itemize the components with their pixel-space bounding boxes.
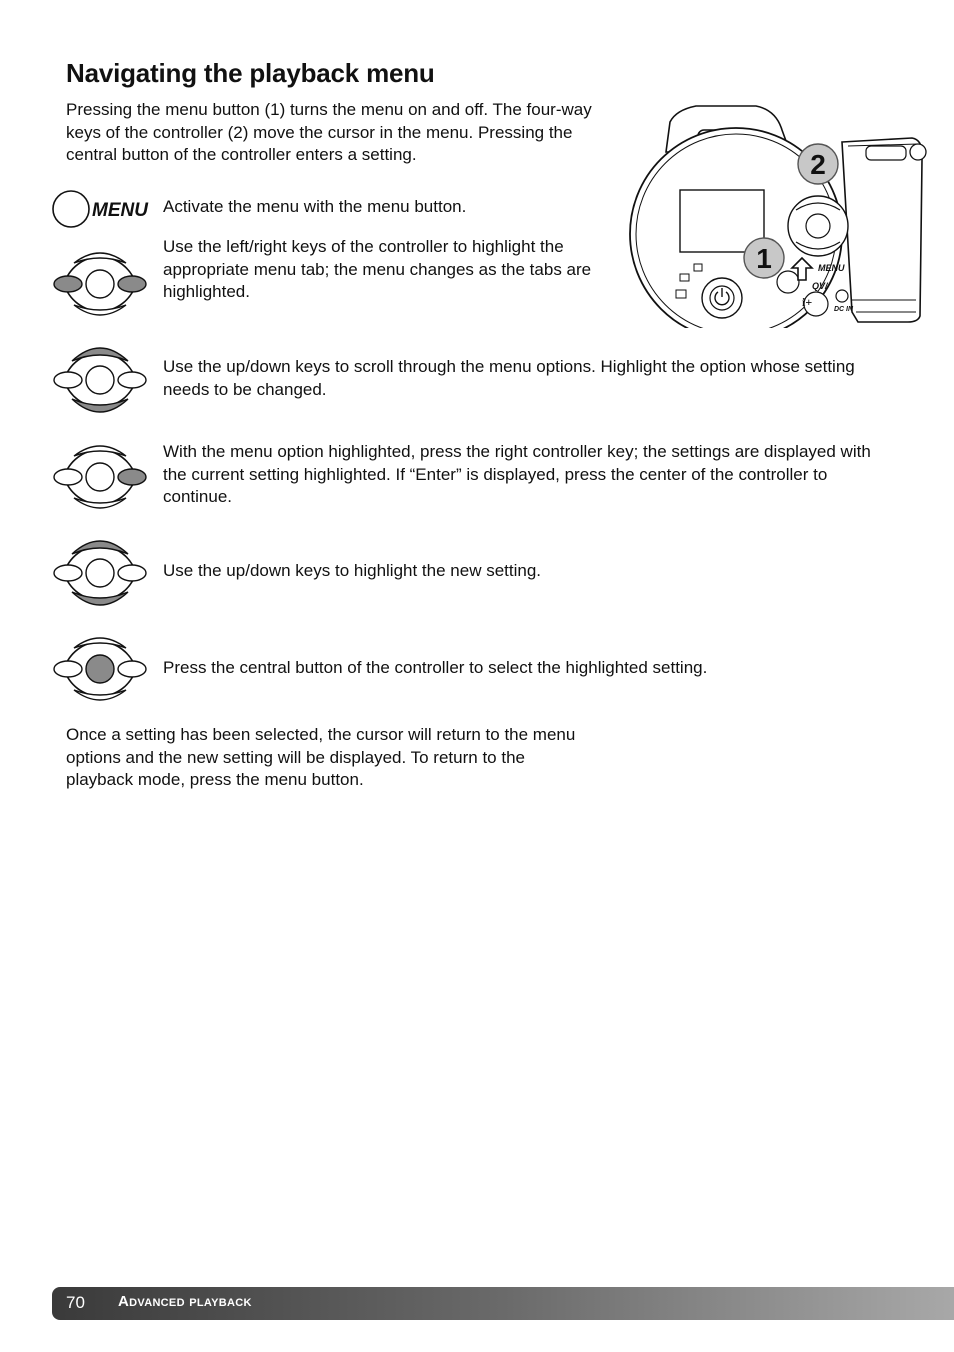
controller-left-right-icon bbox=[50, 239, 150, 329]
outro-paragraph: Once a setting has been selected, the cursor will return to the menu options and the new setting will be displayed. To return to the playback mode, press the menu button. bbox=[66, 725, 576, 789]
camera-qv-label: QV/ bbox=[812, 281, 828, 291]
step-6-text: Press the central button of the controller to select the highlighted setting. bbox=[163, 658, 708, 677]
callout-2: 2 bbox=[810, 149, 826, 180]
camera-dcin-label: DC IN bbox=[834, 306, 854, 313]
intro-paragraph: Pressing the menu button (1) turns the menu on and off. The four-way keys of the controller (2) move the cursor in the menu. Pressing the central button of the controller enters a setting. bbox=[66, 100, 592, 164]
section-title: Advanced playback bbox=[118, 1293, 252, 1310]
step-5-text: Use the up/down keys to highlight the new setting. bbox=[163, 561, 542, 580]
page-title: Navigating the playback menu bbox=[66, 58, 435, 88]
callout-1: 1 bbox=[756, 243, 772, 274]
page-number: 70 bbox=[66, 1293, 85, 1312]
page-footer bbox=[52, 1287, 954, 1320]
step-2-text: Use the left/right keys of the controller to highlight the appropriate menu tab; the menu changes as the tabs are highlighted. bbox=[163, 237, 592, 301]
step-3-text: Use the up/down keys to scroll through the menu options. Highlight the option whose setting needs to be changed. bbox=[163, 357, 855, 399]
menu-button-icon bbox=[50, 188, 160, 230]
step-1-text: Activate the menu with the menu button. bbox=[163, 197, 467, 216]
camera-back-illustration bbox=[626, 100, 934, 328]
menu-icon-label: MENU bbox=[92, 200, 148, 221]
camera-menu-label: MENU bbox=[818, 263, 845, 273]
controller-up-down-icon bbox=[50, 528, 150, 618]
controller-right-icon bbox=[50, 432, 150, 522]
controller-up-down-icon bbox=[50, 335, 150, 425]
step-4-text: With the menu option highlighted, press the right controller key; the settings are displayed with the current setting highlighted. If “Enter” is displayed, press the center of the controller to continue. bbox=[163, 442, 871, 506]
controller-center-icon bbox=[50, 624, 150, 714]
camera-info-label: i+ bbox=[802, 295, 813, 309]
